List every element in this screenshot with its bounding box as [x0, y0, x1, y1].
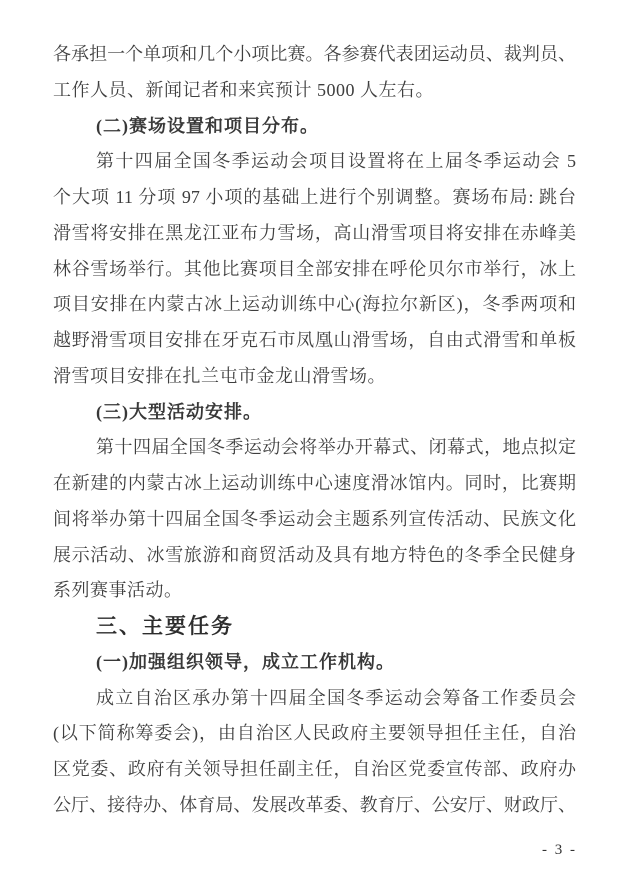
document-body [53, 37, 576, 824]
page-number: - 3 - [542, 842, 577, 858]
paragraph-line: 林谷雪场举行。其他比赛项目全部安排在呼伦贝尔市举行，冰上 [53, 258, 576, 279]
heading-chapter-3: 三、主要任务 [96, 615, 234, 638]
paragraph-line: 第十四届全国冬季运动会将举办开幕式、闭幕式，地点拟定 [96, 437, 576, 458]
heading-section-1: (一)加强组织领导，成立工作机构。 [96, 651, 395, 672]
paragraph-line: 项目安排在内蒙古冰上运动训练中心(海拉尔新区)，冬季两项和 [53, 294, 576, 315]
heading-section-2: (二)赛场设置和项目分布。 [96, 115, 319, 136]
paragraph-line: 间将举办第十四届全国冬季运动会主题系列宣传活动、民族文化 [53, 508, 576, 529]
paragraph-line: 工作人员、新闻记者和来宾预计 5000 人左右。 [53, 79, 434, 100]
paragraph-line: 在新建的内蒙古冰上运动训练中心速度滑冰馆内。同时，比赛期 [53, 473, 576, 493]
paragraph-line: 区党委、政府有关领导担任副主任，自治区党委宣传部、政府办 [53, 759, 576, 779]
paragraph-line: 系列赛事活动。 [53, 580, 183, 601]
paragraph-line: 公厅、接待办、体育局、发展改革委、教育厅、公安厅、财政厅、 [53, 794, 576, 815]
heading-section-3: (三)大型活动安排。 [96, 401, 262, 422]
paragraph-line: 第十四届全国冬季运动会项目设置将在上届冬季运动会 5 [96, 151, 576, 172]
paragraph-line: (以下简称筹委会)，由自治区人民政府主要领导担任主任，自治 [53, 723, 576, 744]
paragraph-line: 成立自治区承办第十四届全国冬季运动会筹备工作委员会 [96, 687, 576, 708]
paragraph-line: 越野滑雪项目安排在牙克石市凤凰山滑雪场，自由式滑雪和单板 [53, 330, 576, 350]
paragraph-line: 滑雪项目安排在扎兰屯市金龙山滑雪场。 [53, 365, 386, 386]
paragraph-line: 滑雪将安排在黑龙江亚布力雪场，高山滑雪项目将安排在赤峰美 [53, 222, 576, 243]
paragraph-line: 个大项 11 分项 97 小项的基础上进行个别调整。赛场布局: 跳台 [53, 187, 576, 207]
paragraph-line: 展示活动、冰雪旅游和商贸活动及具有地方特色的冬季全民健身 [53, 544, 576, 565]
paragraph-line: 各承担一个单项和几个小项比赛。各参赛代表团运动员、裁判员、 [53, 44, 576, 64]
